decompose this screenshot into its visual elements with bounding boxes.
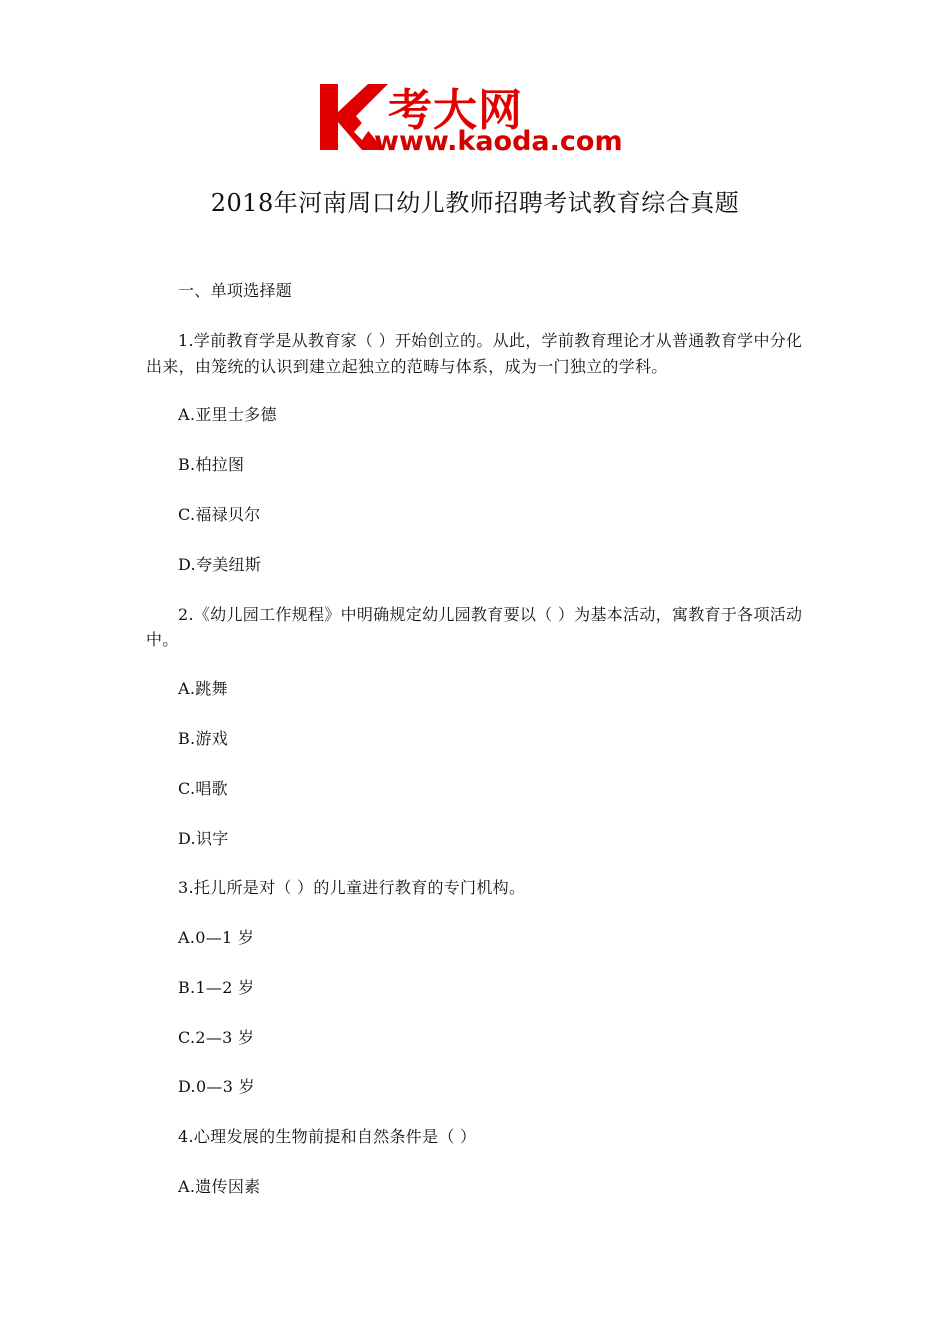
question-stem-line: 2.《幼儿园工作规程》中明确规定幼儿园教育要以（ ）为基本活动，寓教育于各项活动 <box>178 605 803 624</box>
answer-option: A.亚里士多德 <box>178 405 277 424</box>
answer-option: B.游戏 <box>178 729 229 748</box>
question-stem-line: 出来，由笼统的认识到建立起独立的范畴与体系，成为一门独立的学科。 <box>146 357 668 376</box>
answer-option: B.柏拉图 <box>178 455 245 474</box>
answer-option: A.遗传因素 <box>178 1177 261 1196</box>
logo-chinese-text: 考大网 <box>388 85 523 136</box>
answer-option: C.福禄贝尔 <box>178 505 261 524</box>
answer-option: D.识字 <box>178 829 229 848</box>
answer-option: C.唱歌 <box>178 779 228 798</box>
answer-option: A.0—1 岁 <box>178 928 255 947</box>
question-stem-line: 4.心理发展的生物前提和自然条件是（ ） <box>178 1127 477 1146</box>
answer-option: A.跳舞 <box>178 679 228 698</box>
question-stem-line: 1.学前教育学是从教育家（ ）开始创立的。从此，学前教育理论才从普通教育学中分化 <box>178 331 803 350</box>
question-stem-line: 中。 <box>146 630 179 649</box>
kaoda-logo <box>318 82 638 164</box>
document-title: 2018年河南周口幼儿教师招聘考试教育综合真题 <box>210 189 740 217</box>
answer-option: B.1—2 岁 <box>178 978 255 997</box>
answer-option: C.2—3 岁 <box>178 1028 255 1047</box>
answer-option: D.夸美纽斯 <box>178 555 262 574</box>
question-stem-line: 3.托儿所是对（ ）的儿童进行教育的专门机构。 <box>178 878 526 897</box>
logo-url-text: www.kaoda.com <box>374 126 623 157</box>
section-heading: 一、单项选择题 <box>178 281 293 300</box>
answer-option: D.0—3 岁 <box>178 1077 255 1096</box>
